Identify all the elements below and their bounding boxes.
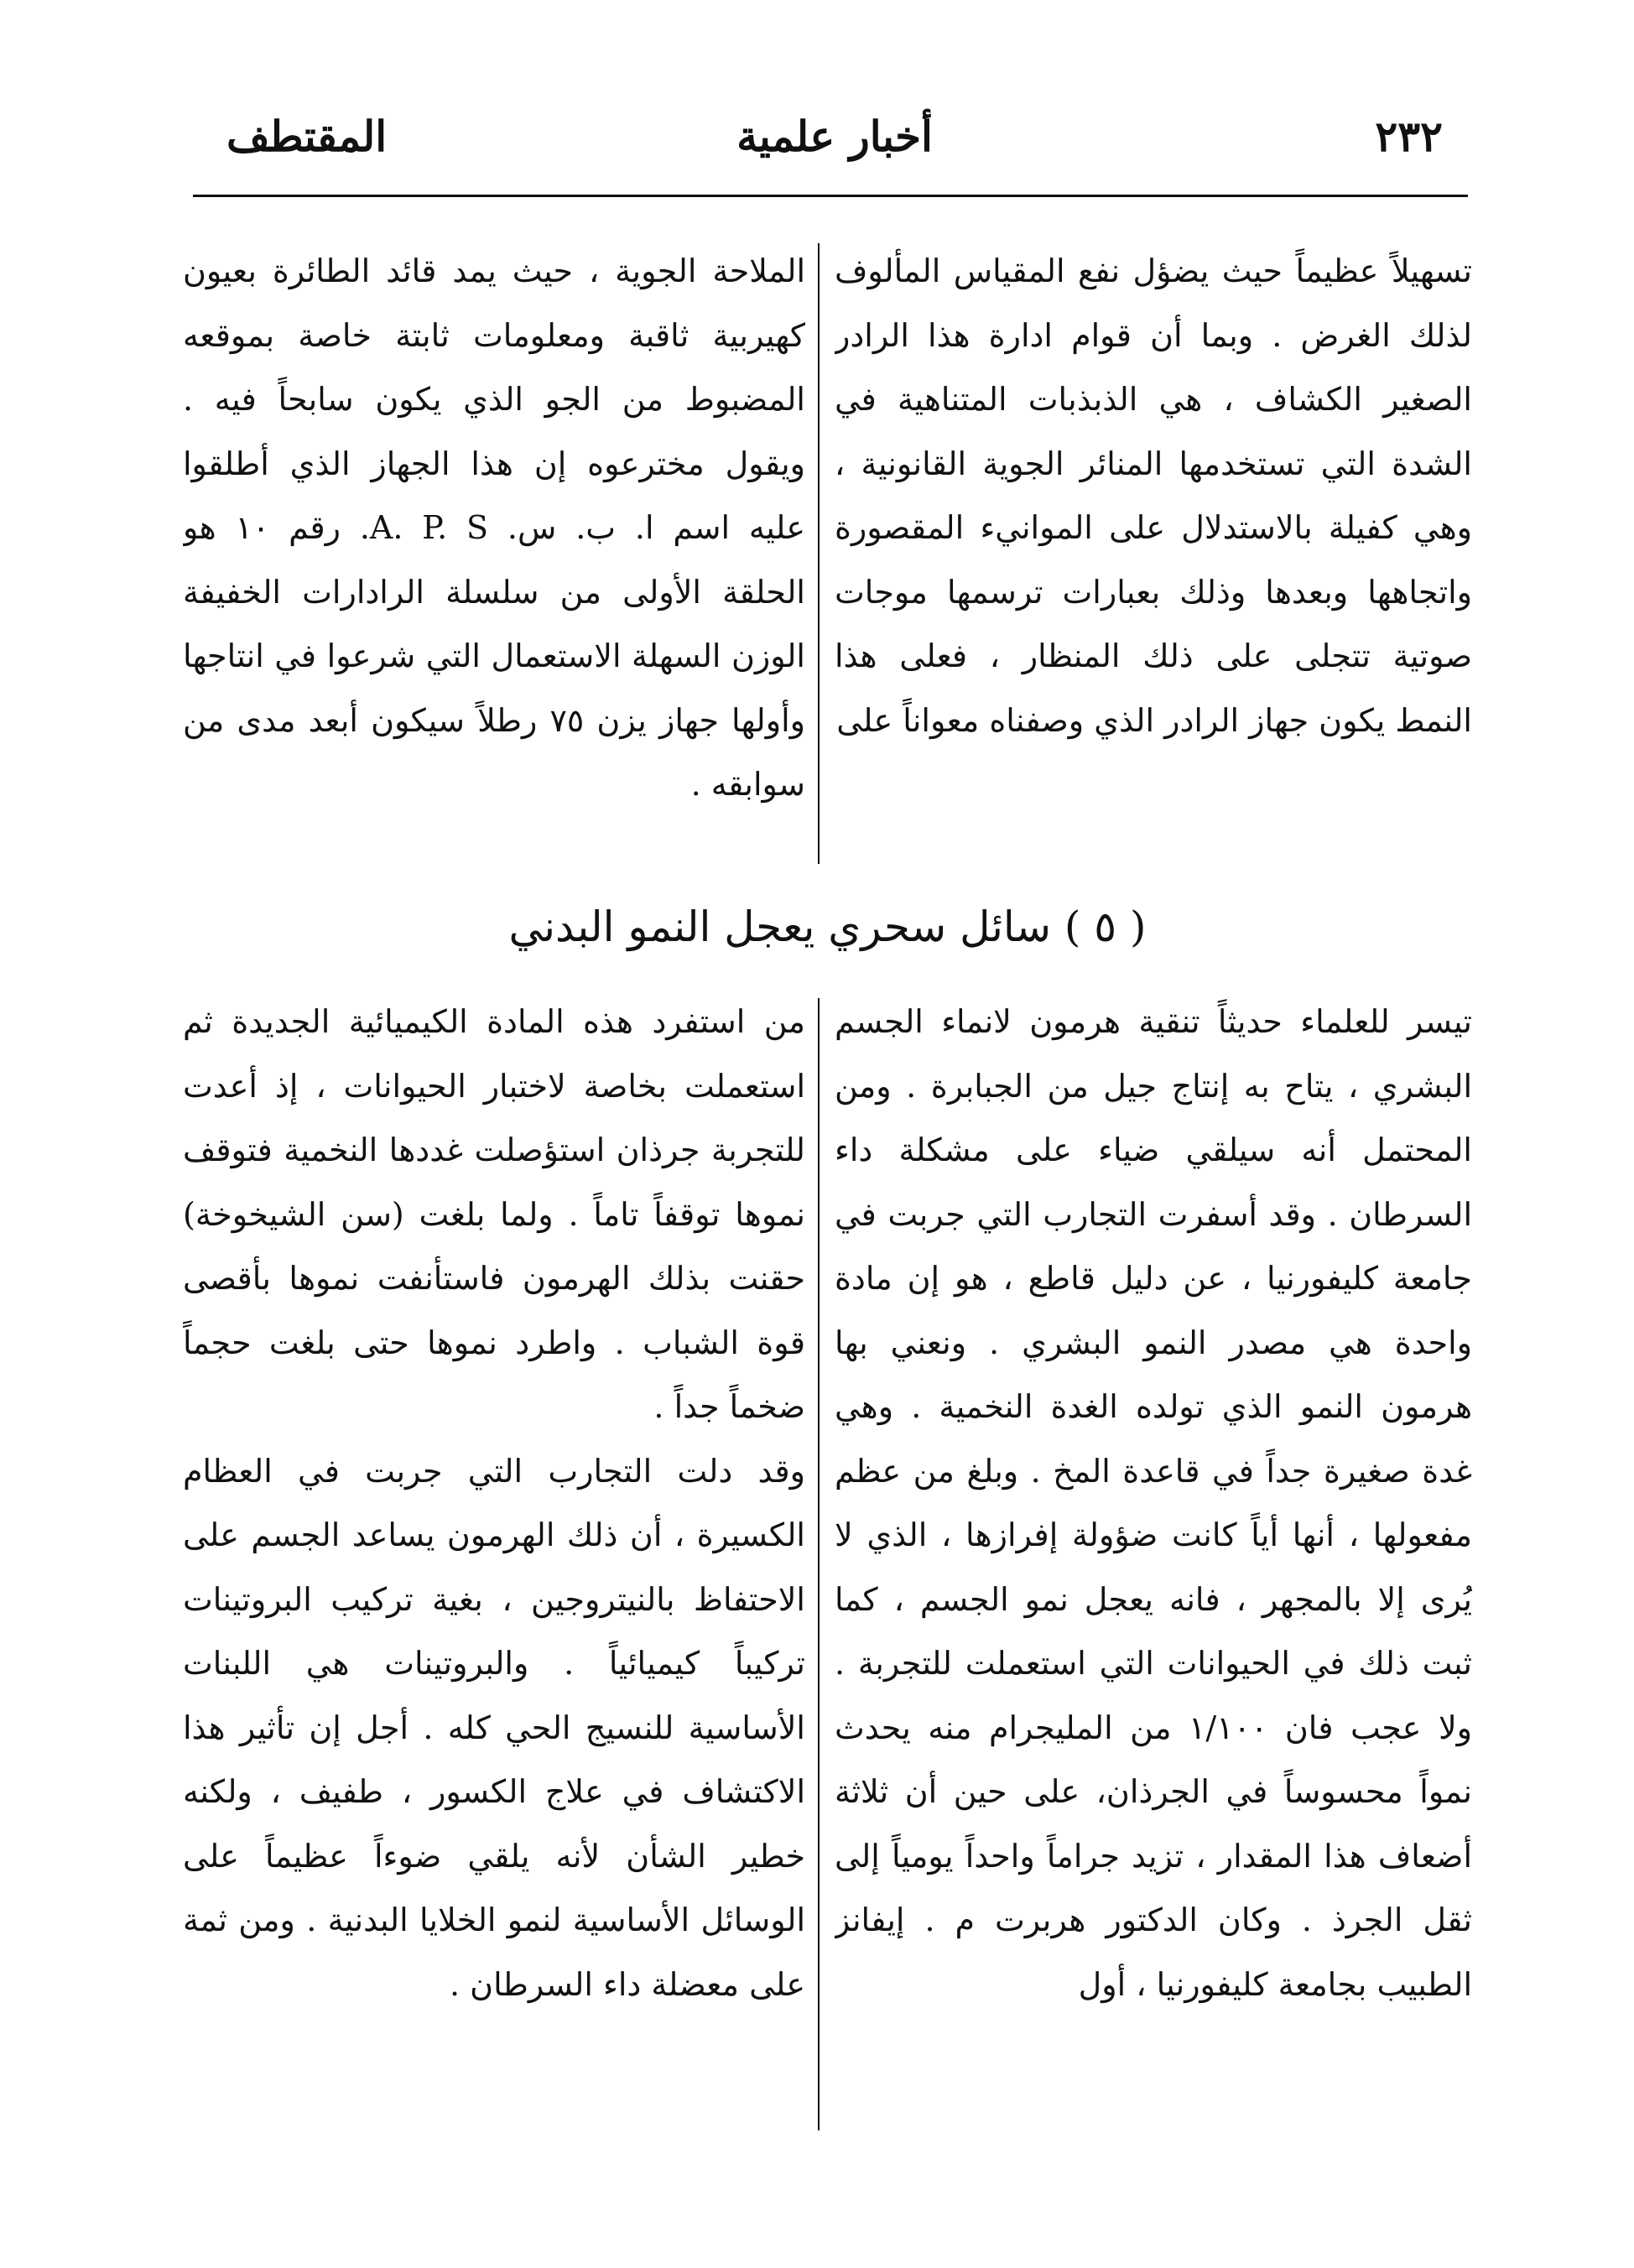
bottom-right-column — [835, 990, 1472, 2156]
section-heading: أخبار علمية — [736, 112, 933, 161]
paragraph: من استفرد هذه المادة الكيميائية الجديدة ثم استعملت بخاصة لاختبار الحيوانات ، إذ أعدت للتجربة جرذان استؤصلت غددها النخمية فتوقف نموها توقفاً تاماً . ولما بلغت (سن الشيخوخة) حقنت بذلك الهرمون فاستأنفت نموها بأقصى قوة الشباب . واطرد نموها حتى بلغت حجماً ضخماً جداً . — [183, 1003, 805, 1425]
paragraph: تيسر للعلماء حديثاً تنقية هرمون لانماء الجسم البشري ، يتاح به إنتاج جيل من الجبابرة . ومن المحتمل أنه سيلقي ضياء على مشكلة داء السرطان . وقد أسفرت التجارب التي جربت في جامعة كليفورنيا ، عن دليل قاطع ، هو إن مادة واحدة هي مصدر النمو البشري . ونعني بها هرمون النمو الذي تولده الغدة النخمية . وهي غدة صغيرة جداً في قاعدة المخ . وبلغ من عظم مفعولها ، أنها أياً كانت ضؤولة إفرازها ، الذي لا يُرى إلا بالمجهر ، فانه يعجل نمو الجسم ، كما ثبت ذلك في الحيوانات التي استعملت للتجربة . ولا عجب فان ١/١٠٠ من المليجرام منه يحدث نمواً محسوساً في الجرذان، على حين أن ثلاثة أضعاف هذا المقدار ، تزيد جراماً واحداً يومياً إلى ثقل الجرذ . وكان الدكتور هربرت م . إيفانز الطبيب بجامعة كليفورنيا ، أول — [835, 1003, 1472, 2003]
column-divider — [818, 998, 820, 2130]
paragraph: الملاحة الجوية ، حيث يمد قائد الطائرة بعيون كهيربية ثاقبة ومعلومات ثابتة خاصة بموقعه المضبوط من الجو الذي يكون سابحاً فيه . ويقول مخترعوه إن هذا الجهاز الذي أطلقوا عليه اسم ا. ب. س. A. P. S. رقم ١٠ هو الحلقة الأولى من سلسلة الرادارات الخفيفة الوزن السهلة الاستعمال التي شرعوا في انتاجها وأولها جهاز يزن ٧٥ رطلاً سيكون أبعد مدى من سوابقه . — [183, 252, 805, 803]
page-number: ٢٣٢ — [1375, 112, 1443, 161]
journal-title: المقتطف — [226, 112, 388, 161]
running-header — [226, 107, 1443, 174]
bottom-left-column — [183, 990, 805, 2156]
column-divider — [818, 243, 820, 864]
paragraph: تسهيلاً عظيماً حيث يضؤل نفع المقياس المألوف لذلك الغرض . وبما أن قوام ادارة هذا الرادر الصغير الكشاف ، هي الذبذبات المتناهية في الشدة التي تستخدمها المنائر الجوية القانونية ، وهي كفيلة بالاستدلال على الموانيء المقصورة واتجاهها وبعدها وذلك بعبارات ترسمها موجات صوتية تتجلى على ذلك المنظار ، فعلى هذا النمط يكون جهاز الرادر الذي وصفناه معواناً على — [835, 252, 1472, 739]
header-rule — [193, 195, 1468, 197]
article-title: ( ٥ ) سائل سحري يعجل النمو البدني — [508, 903, 1147, 951]
top-right-column — [835, 239, 1472, 877]
paragraph: وقد دلت التجارب التي جربت في العظام الكسيرة ، أن ذلك الهرمون يساعد الجسم على الاحتفاظ بالنيتروجين ، بغية تركيب البروتينات تركيباً كيميائياً . والبروتينات هي اللبنات الأساسية للنسيج الحي كله . أجل إن تأثير هذا الاكتشاف في علاج الكسور ، طفيف ، ولكنه خطير الشأن لأنه يلقي ضوءاً عظيماً على الوسائل الأساسية لنمو الخلايا البدنية . ومن ثمة على معضلة داء السرطان . — [183, 1452, 805, 2003]
top-left-column — [183, 239, 805, 877]
